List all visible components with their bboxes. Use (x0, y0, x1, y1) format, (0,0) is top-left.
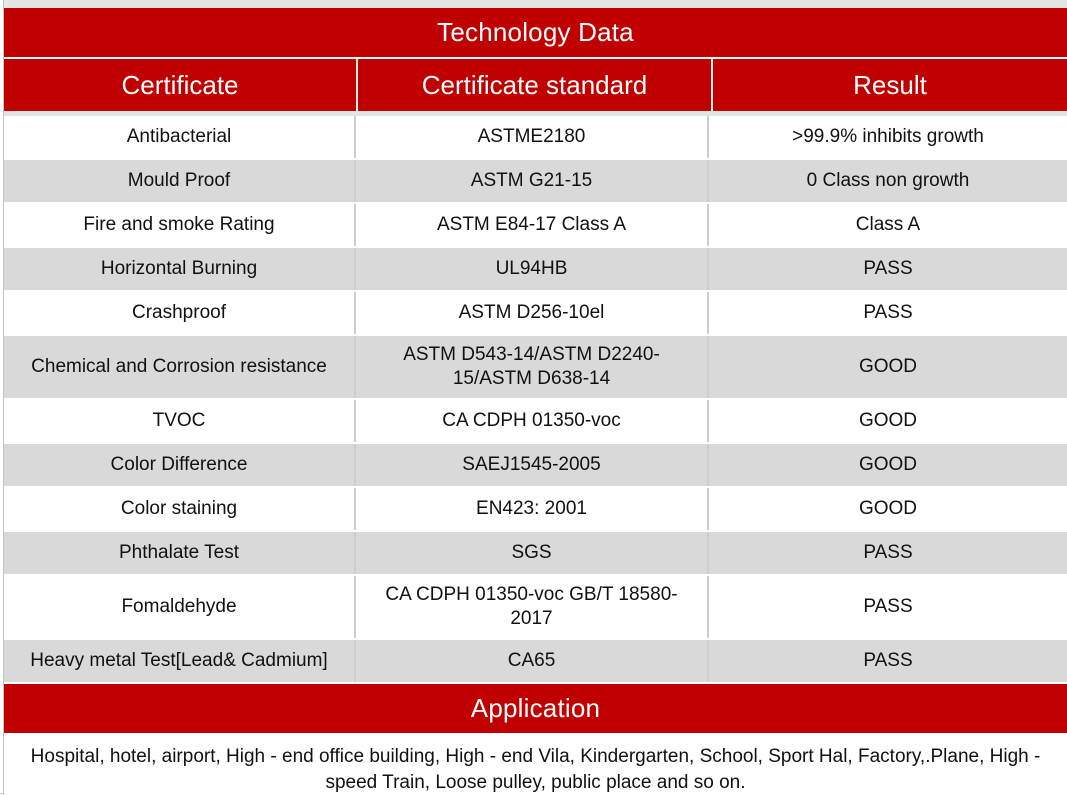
table-row (4, 442, 1067, 486)
column-header-result: Result (853, 69, 927, 100)
application-text: Hospital, hotel, airport, High - end office building, High - end Vila, Kindergarten, School, Sport Hal, Factory,.Plane, High - speed Train, Loose pulley, public place and so on. (4, 733, 1067, 795)
cell-standard: ASTM E84-17 Class A (356, 204, 709, 246)
cell-certificate: Chemical and Corrosion resistance (4, 336, 356, 398)
cell-standard: ASTM D256-10el (356, 292, 709, 334)
cell-certificate: Phthalate Test (4, 532, 356, 574)
cell-certificate: Color Difference (4, 444, 356, 486)
table-row (4, 398, 1067, 442)
table-row (4, 290, 1067, 334)
cell-result: GOOD (858, 498, 918, 520)
cell-result: GOOD (858, 410, 918, 432)
cell-certificate: Horizontal Burning (4, 248, 356, 290)
table-row (4, 246, 1067, 290)
cell-standard: UL94HB (356, 248, 709, 290)
cell-standard: ASTM G21-15 (356, 160, 709, 202)
application-title: Application (470, 693, 601, 723)
cell-certificate: Crashproof (4, 292, 356, 334)
table-row (4, 334, 1067, 398)
application-title-bar (4, 684, 1067, 733)
cell-certificate: Fire and smoke Rating (4, 204, 356, 246)
cell-certificate: Color staining (4, 488, 356, 530)
cell-standard: EN423: 2001 (356, 488, 709, 530)
cell-result: Class A (855, 214, 921, 236)
table-title: Technology Data (437, 17, 634, 47)
cell-result: PASS (863, 596, 913, 618)
cell-result: 0 Class non growth (806, 170, 970, 192)
cell-standard: SAEJ1545-2005 (356, 444, 709, 486)
cell-certificate: Fomaldehyde (4, 576, 356, 638)
table-row (4, 158, 1067, 202)
cell-result: PASS (863, 302, 913, 324)
cell-result: PASS (863, 258, 913, 280)
table-row (4, 486, 1067, 530)
top-background-strip (4, 0, 1067, 8)
cell-result: GOOD (858, 356, 918, 378)
table-content (4, 0, 1067, 795)
cell-standard: CA CDPH 01350-voc GB/T 18580-2017 (356, 576, 709, 638)
cell-standard: SGS (356, 532, 709, 574)
cell-standard: CA CDPH 01350-voc (356, 400, 709, 442)
table-title-bar (4, 8, 1067, 57)
cell-result: GOOD (858, 454, 918, 476)
cell-certificate: Antibacterial (4, 116, 356, 158)
table-row (4, 638, 1067, 682)
cell-certificate: TVOC (4, 400, 356, 442)
table-row (4, 116, 1067, 158)
table-row (4, 530, 1067, 574)
cell-certificate: Mould Proof (4, 160, 356, 202)
cell-result: >99.9% inhibits growth (792, 126, 984, 148)
column-header-certificate: Certificate (121, 69, 239, 100)
table-row (4, 574, 1067, 638)
table-row (4, 202, 1067, 246)
table-body (4, 116, 1067, 682)
column-header-standard: Certificate standard (421, 69, 648, 100)
cell-result: PASS (863, 650, 913, 672)
cell-standard: ASTME2180 (356, 116, 709, 158)
table-header-row (4, 59, 1067, 111)
cell-standard: ASTM D543-14/ASTM D2240-15/ASTM D638-14 (356, 336, 709, 398)
cell-certificate: Heavy metal Test[Lead& Cadmium] (4, 640, 356, 682)
cell-result: PASS (863, 542, 913, 564)
cell-standard: CA65 (356, 640, 709, 682)
